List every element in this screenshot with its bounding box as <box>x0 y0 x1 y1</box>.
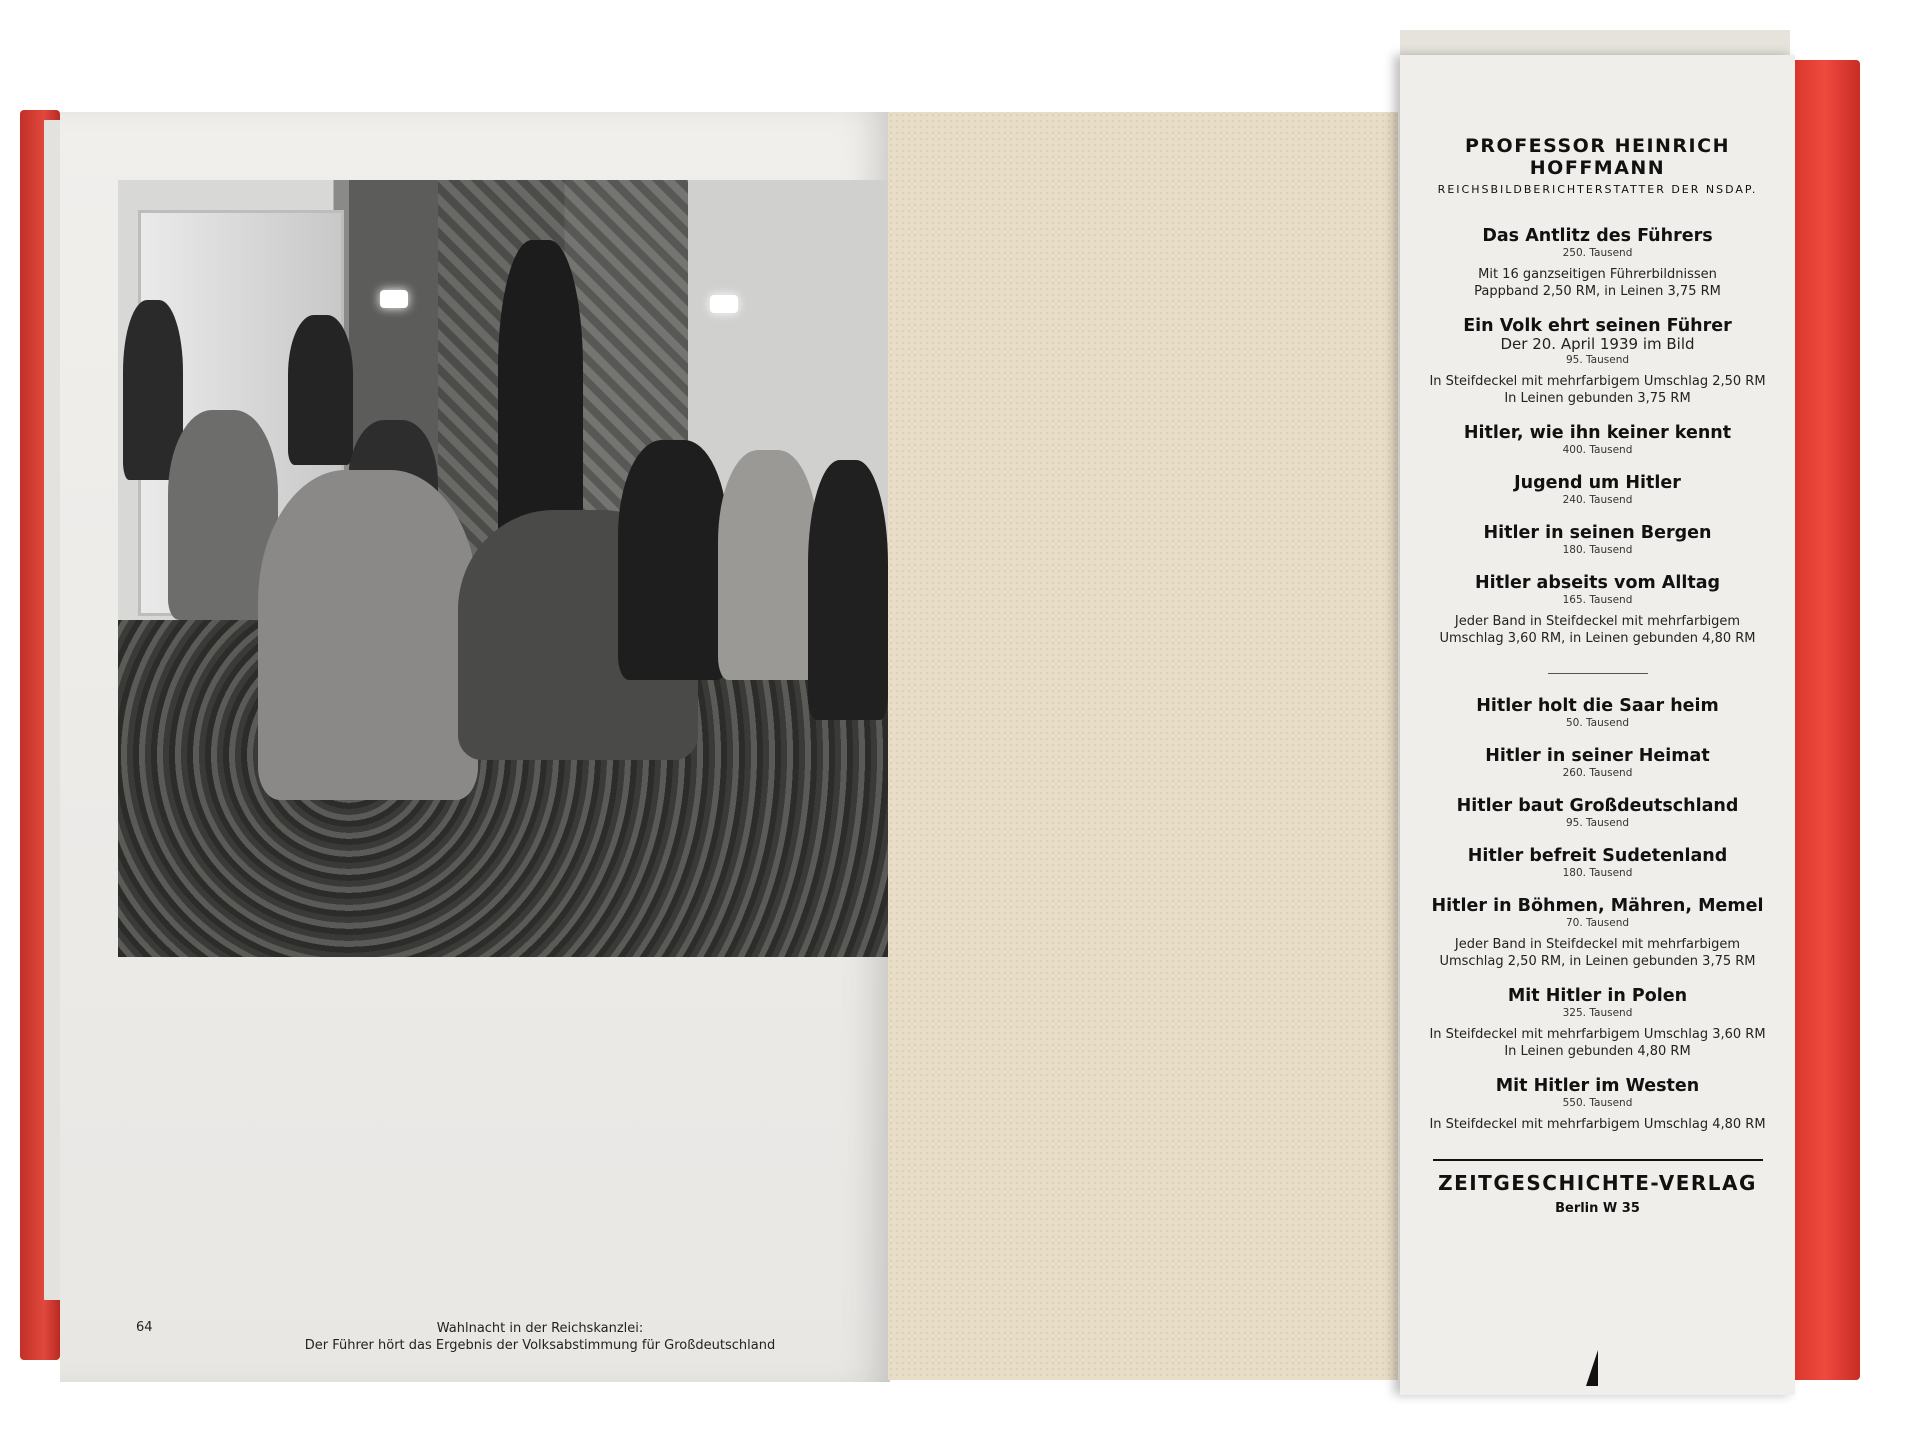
book-price-line: In Steifdeckel mit mehrfarbigem Umschlag 4,80 RM <box>1429 1117 1766 1132</box>
book-title: Hitler baut Großdeutschland <box>1456 796 1739 816</box>
book-price-line: In Steifdeckel mit mehrfarbigem Umschlag 2,50 RM <box>1429 374 1766 389</box>
publisher-advertisement-flap <box>1400 55 1795 1395</box>
book-entry <box>1400 473 1795 507</box>
book-edition: 95. Tausend <box>1565 354 1630 366</box>
book-price-line: Mit 16 ganzseitigen Führerbildnissen <box>1478 267 1717 282</box>
reichskanzlei-photo <box>118 180 888 957</box>
book-price-line: Jeder Band in Steifdeckel mit mehrfarbigem <box>1454 937 1741 952</box>
book-edition: 95. Tausend <box>1565 817 1630 829</box>
page-number: 64 <box>136 1320 153 1335</box>
publisher-subtitle: REICHSBILDBERICHTERSTATTER DER NSDAP. <box>1437 183 1758 196</box>
book-price-line: In Leinen gebunden 3,75 RM <box>1504 391 1691 406</box>
book-title: Jugend um Hitler <box>1514 473 1681 493</box>
photo-figure <box>718 450 818 680</box>
publisher-name: PROFESSOR HEINRICH HOFFMANN <box>1465 135 1730 179</box>
book-edition: 70. Tausend <box>1565 917 1630 929</box>
group-separator <box>1548 673 1648 674</box>
book-title: Das Antlitz des Führers <box>1482 226 1713 246</box>
book-edition: 180. Tausend <box>1562 544 1633 556</box>
blank-inner-cover <box>888 112 1398 1380</box>
book-list-group-1 <box>1400 226 1795 647</box>
photo-figure <box>808 460 888 720</box>
book-price-line: Umschlag 2,50 RM, in Leinen gebunden 3,75 RM <box>1439 954 1756 969</box>
book-price-line: In Steifdeckel mit mehrfarbigem Umschlag 3,60 RM <box>1429 1027 1766 1042</box>
book-title: Mit Hitler im Westen <box>1495 1076 1700 1096</box>
photo-figure <box>618 440 728 680</box>
book-subtitle: Der 20. April 1939 im Bild <box>1500 335 1695 353</box>
photo-figure <box>258 470 478 800</box>
book-title: Hitler abseits vom Alltag <box>1474 573 1721 593</box>
caption-line: Wahlnacht in der Reichskanzlei: <box>436 1321 644 1336</box>
book-entry <box>1400 896 1795 970</box>
book-entry <box>1400 746 1795 780</box>
book-title: Hitler, wie ihn keiner kennt <box>1463 423 1732 443</box>
book-entry <box>1400 573 1795 647</box>
photo-wall-lamp <box>380 290 408 308</box>
book-title: Hitler holt die Saar heim <box>1476 696 1719 716</box>
book-entry <box>1400 523 1795 557</box>
book-title: Ein Volk ehrt seinen Führer <box>1463 316 1732 336</box>
photo-caption <box>270 1320 810 1354</box>
book-entry <box>1400 796 1795 830</box>
book-title: Hitler befreit Sudetenland <box>1467 846 1728 866</box>
flap-arrow-mark <box>1586 1350 1598 1386</box>
book-entry <box>1400 316 1795 407</box>
caption-line: Der Führer hört das Ergebnis der Volksabstimmung für Großdeutschland <box>304 1338 776 1353</box>
book-entry <box>1400 846 1795 880</box>
book-title: Hitler in seinen Bergen <box>1483 523 1712 543</box>
verlag-city: Berlin W 35 <box>1555 1201 1640 1216</box>
photo-figure <box>288 315 353 465</box>
book-entry <box>1400 1076 1795 1133</box>
verlag-name: ZEITGESCHICHTE-VERLAG <box>1438 1171 1757 1195</box>
book-price-line: Jeder Band in Steifdeckel mit mehrfarbigem <box>1454 614 1741 629</box>
book-price-line: Umschlag 3,60 RM, in Leinen gebunden 4,80 RM <box>1439 631 1756 646</box>
book-list-group-2 <box>1400 696 1795 1133</box>
book-entry <box>1400 696 1795 730</box>
book-edition: 260. Tausend <box>1562 767 1633 779</box>
book-edition: 250. Tausend <box>1562 247 1633 259</box>
cover-edge-right <box>1790 60 1860 1380</box>
book-price-line: In Leinen gebunden 4,80 RM <box>1504 1044 1691 1059</box>
book-entry <box>1400 423 1795 457</box>
book-edition: 165. Tausend <box>1562 594 1633 606</box>
book-edition: 50. Tausend <box>1565 717 1630 729</box>
book-entry <box>1400 986 1795 1060</box>
ad-content <box>1400 135 1795 1216</box>
book-edition: 180. Tausend <box>1562 867 1633 879</box>
book-edition: 550. Tausend <box>1562 1097 1633 1109</box>
book-entry <box>1400 226 1795 300</box>
book-title: Mit Hitler in Polen <box>1507 986 1688 1006</box>
book-price-line: Pappband 2,50 RM, in Leinen 3,75 RM <box>1474 284 1721 299</box>
book-edition: 325. Tausend <box>1562 1007 1633 1019</box>
book-title: Hitler in seiner Heimat <box>1485 746 1710 766</box>
book-edition: 400. Tausend <box>1562 444 1633 456</box>
book-title: Hitler in Böhmen, Mähren, Memel <box>1431 896 1764 916</box>
verlag-rule <box>1433 1159 1763 1161</box>
book-edition: 240. Tausend <box>1562 494 1633 506</box>
photo-wall-lamp <box>710 295 738 313</box>
